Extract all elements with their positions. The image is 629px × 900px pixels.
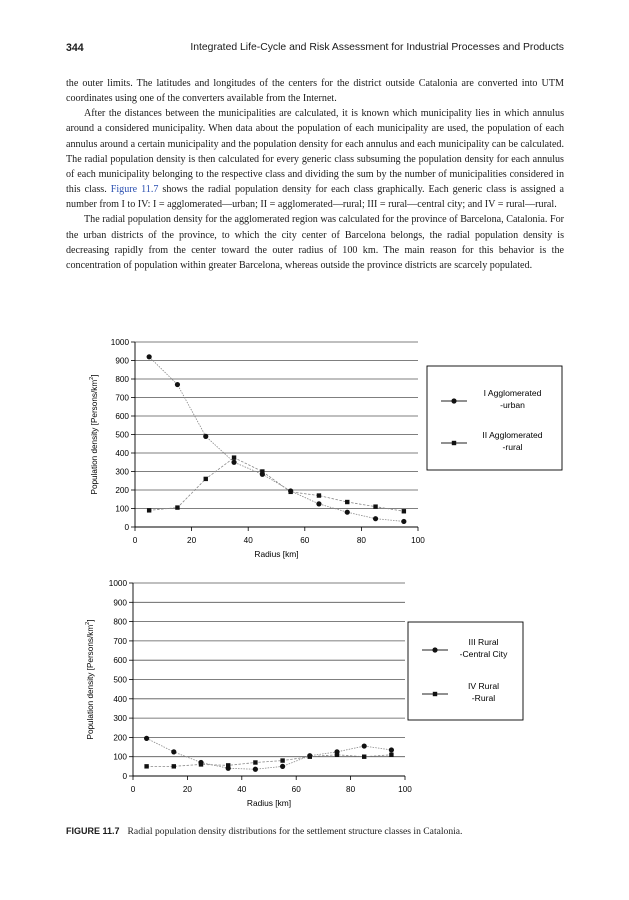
chart-rural <box>66 577 564 817</box>
chart2-x-tick-label: 40 <box>237 785 247 794</box>
chart2-series-1-point <box>253 767 258 772</box>
chart2-legend-label: III Rural <box>468 637 499 647</box>
chart2-y-axis-label: Population density $[Persons/km^2]$ <box>85 619 95 740</box>
chart1-x-tick-label: 20 <box>187 536 197 545</box>
chart2-y-tick-label: 100 <box>113 752 127 762</box>
paragraph-2-text-b: shows the radial population density for each class graphically. Each generic class is assigned a number from I to IV: I = agglomerated—urban; II = agglomerated—rural; III = rural—central city; and IV = rural—rural. <box>66 184 564 211</box>
chart2-series-2-point <box>308 755 312 759</box>
chart1-series-2-point <box>147 508 151 512</box>
chart1-legend-label: -urban <box>500 400 525 410</box>
chart2-series-1-point <box>362 743 367 748</box>
chart2-series-1-point <box>280 764 285 769</box>
chart2-series-2-point <box>280 758 284 762</box>
chart2-series-2-point <box>199 762 203 766</box>
figure-reference-link[interactable]: Figure 11.7 <box>110 184 159 196</box>
chart2-y-tick-label: 900 <box>113 598 127 608</box>
chart1-y-tick-label: 0 <box>124 523 129 532</box>
chart-agglomerated <box>66 332 564 570</box>
chart2-x-tick-label: 0 <box>130 785 136 794</box>
chart1-series-2-line <box>149 458 404 512</box>
chart1-y-tick-label: 800 <box>115 375 129 384</box>
chart2-x-axis-label: Radius [km] <box>246 798 292 808</box>
chart1-series-2-point <box>402 509 406 513</box>
chart-rural-svg <box>66 577 564 817</box>
chart1-series-1-point <box>203 434 208 439</box>
chart1-x-tick-label: 80 <box>356 536 366 545</box>
chart2-legend-box <box>408 622 523 720</box>
chart2-y-tick-label: 800 <box>113 617 127 627</box>
chart1-series-1-point <box>316 501 321 506</box>
page-number: 344 <box>66 42 84 54</box>
chart1-series-2-point <box>317 493 321 497</box>
chart2-x-tick-label: 60 <box>291 785 301 794</box>
chart1-series-1-point <box>147 354 152 359</box>
chart2-series-2-point <box>253 760 257 764</box>
chart-agglomerated-svg <box>66 332 564 570</box>
chart1-series-2-point <box>175 505 179 509</box>
chart1-legend-label: -rural <box>502 442 523 452</box>
chart1-x-tick-label: 40 <box>243 536 253 545</box>
chart2-series-2-point <box>226 763 230 767</box>
chart1-series-1-point <box>373 516 378 521</box>
chart1-y-tick-label: 500 <box>115 430 129 440</box>
chart1-x-tick-label: 60 <box>300 536 310 545</box>
running-title: Integrated Life-Cycle and Risk Assessment for Industrial Processes and Products <box>190 42 564 53</box>
chart2-y-tick-label: 0 <box>122 772 127 781</box>
chart1-series-1-point <box>345 510 350 515</box>
paragraph-2 <box>66 106 564 212</box>
chart2-y-tick-label: 200 <box>113 733 127 743</box>
chart2-legend-marker <box>432 647 437 652</box>
chart1-series-2-point <box>204 477 208 481</box>
chart2-x-tick-label: 20 <box>182 785 192 794</box>
chart1-series-2-point <box>345 500 349 504</box>
chart1-y-tick-label: 900 <box>115 356 129 366</box>
chart2-series-1-point <box>171 749 176 754</box>
chart1-series-1-point <box>401 519 406 524</box>
chart2-x-tick-label: 80 <box>346 785 356 794</box>
chart2-legend-label: IV Rural <box>467 681 500 691</box>
chart1-y-tick-label: 400 <box>115 449 129 458</box>
chart1-y-tick-label: 300 <box>115 467 129 477</box>
chart2-legend-label: -Rural <box>471 693 496 703</box>
chart1-y-tick-label: 1000 <box>110 338 129 347</box>
chart2-y-tick-label: 300 <box>113 714 127 724</box>
chart1-series-1-point <box>231 460 236 465</box>
chart1-legend-marker <box>452 441 456 445</box>
paragraph-3: The radial population density for the agglomerated region was calculated for the province of Barcelona, Catalonia. For the urban districts of the province, to which the city center of Barcelona belongs, the radial population density is decreasing rapidly from the center toward the outer radius of 100 km. The main reason for this behavior is the concentration of population within greater Barcelona, whereas outside the province districts are scarcely populated. <box>66 214 564 271</box>
chart2-series-2-point <box>362 755 366 759</box>
chart1-series-1-point <box>175 382 180 387</box>
paragraph-2-text-a: After the distances between the municipalities are calculated, it is known which municipality lies in which annulus around a considered municipality. When data about the population of each municipality are used, the population of each annulus around a certain municipality and the population density for each annulus and each municipality can be calculated. The radial population density is then calculated for every generic class subsuming the population density for each annulus of each municipality belonging to the respective class and dividing the sum by the number of municipalities considered in this class. <box>66 108 564 196</box>
figure-caption <box>66 826 564 837</box>
figure-caption-text: Radial population density distributions for the settlement structure classes in Catalonia. <box>127 826 463 837</box>
paragraph-1: the outer limits. The latitudes and longitudes of the centers for the district outside Catalonia are converted into UTM coordinates using one of the converters available from the Internet. <box>66 78 564 105</box>
chart2-series-2-point <box>172 764 176 768</box>
chart1-legend-marker <box>451 398 456 403</box>
chart2-y-tick-label: 500 <box>113 675 127 685</box>
chart2-x-tick-label: 100 <box>398 785 412 794</box>
chart2-series-2-point <box>389 753 393 757</box>
chart1-series-2-point <box>260 469 264 473</box>
page-header <box>66 42 564 58</box>
chart1-y-tick-label: 700 <box>115 393 129 403</box>
chart2-y-tick-label: 400 <box>113 694 127 704</box>
chart2-y-tick-label: 600 <box>113 656 127 666</box>
chart1-x-tick-label: 100 <box>411 536 425 545</box>
chart1-y-axis-label: Population density $[Persons/km^2]$ <box>89 374 99 495</box>
body-text <box>66 76 564 273</box>
chart1-series-2-point <box>373 504 377 508</box>
chart2-legend-marker <box>433 692 437 696</box>
chart2-series-1-point <box>144 736 149 741</box>
chart1-x-axis-label: Radius [km] <box>254 549 299 559</box>
figure-caption-label: FIGURE 11.7 <box>66 826 120 836</box>
chart2-legend-label: -Central City <box>459 649 508 659</box>
chart2-series-1-line <box>147 738 392 769</box>
chart1-legend-box <box>427 366 562 470</box>
chart1-legend-label: II Agglomerated <box>482 430 543 440</box>
chart2-y-tick-label: 1000 <box>108 579 127 588</box>
chart2-series-1-point <box>389 747 394 752</box>
chart1-series-2-point <box>232 455 236 459</box>
chart1-series-2-point <box>288 490 292 494</box>
chart2-series-2-point <box>335 753 339 757</box>
chart1-series-1-line <box>149 357 404 522</box>
chart1-y-tick-label: 200 <box>115 486 129 495</box>
chart2-series-2-point <box>144 764 148 768</box>
chart1-legend-label: I Agglomerated <box>483 388 542 398</box>
chart1-x-tick-label: 0 <box>132 536 138 545</box>
chart1-y-tick-label: 600 <box>115 412 129 421</box>
chart2-y-tick-label: 700 <box>113 636 127 646</box>
chart1-y-tick-label: 100 <box>115 504 129 514</box>
